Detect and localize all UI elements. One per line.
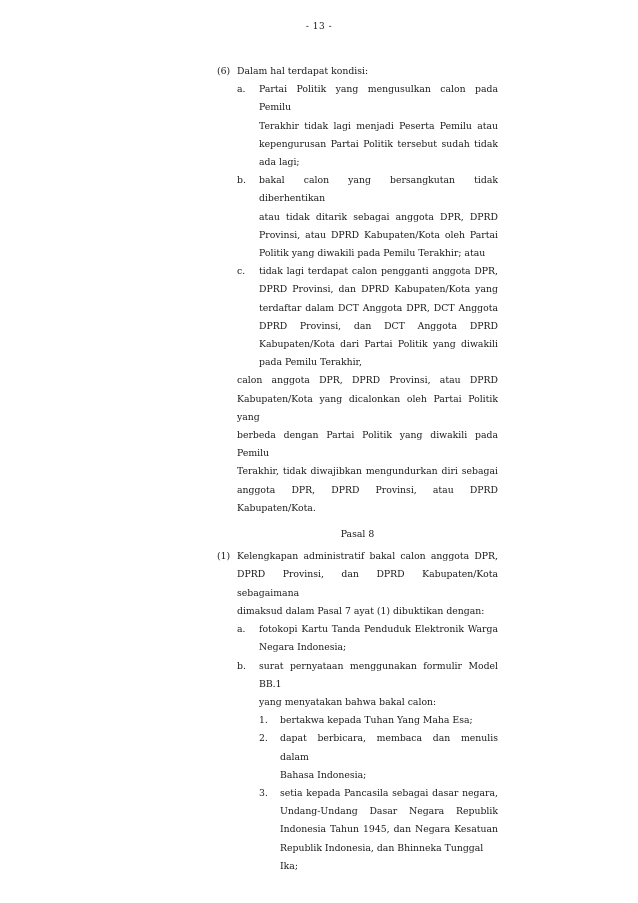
paragraph-1	[217, 548, 498, 621]
list-marker: c.	[237, 266, 246, 278]
page-number: - 13 -	[305, 22, 333, 32]
text-line: bertakwa kepada Tuhan Yang Maha Esa;	[280, 715, 473, 727]
paragraph-marker: (1)	[217, 551, 231, 563]
paragraph-marker: (6)	[217, 66, 231, 77]
text-line: dapat berbicara, membaca dan menulis dalam	[280, 733, 498, 763]
text-line: bakal calon yang bersangkutan tidak diberhentikan	[259, 175, 498, 205]
document-body	[217, 63, 498, 876]
text-line: Indonesia Tahun 1945, dan Negara Kesatuan	[280, 824, 498, 836]
sub-list-marker: 3.	[259, 787, 268, 799]
text-line: Undang-Undang Dasar Negara Republik	[280, 806, 498, 818]
article-heading: Pasal 8	[340, 529, 375, 541]
list-item-a	[217, 621, 498, 657]
sub-list-marker: 2.	[259, 733, 268, 745]
text-line: DPRD Provinsi, dan DPRD Kabupaten/Kota sebagaimana	[237, 569, 498, 599]
text-line: kepengurusan Partai Politik tersebut sudah tidak	[259, 138, 498, 150]
text-line: Bahasa Indonesia;	[280, 769, 367, 781]
text-line: Kabupaten/Kota yang dicalonkan oleh Partai Politik yang	[237, 393, 498, 423]
list-item-b	[217, 658, 498, 713]
paragraph-6	[217, 63, 498, 81]
text-line: Terakhir tidak lagi menjadi Peserta Pemilu atau	[259, 120, 498, 132]
sub-list-item-1	[217, 712, 498, 730]
list-marker: a.	[237, 84, 246, 96]
sub-list-marker: 1.	[259, 715, 268, 727]
text-line: Partai Politik yang mengusulkan calon pada Pemilu	[259, 84, 498, 114]
list-item-c	[217, 263, 498, 372]
text-line: Provinsi, atau DPRD Kabupaten/Kota oleh Partai	[259, 229, 498, 241]
text-line: Kabupaten/Kota dari Partai Politik yang diwakili	[259, 339, 498, 351]
text-line: anggota DPR, DPRD Provinsi, atau DPRD	[237, 484, 498, 496]
text-line: pada Pemilu Terakhir,	[259, 357, 362, 369]
text-line: Terakhir, tidak diwajibkan mengundurkan diri sebagai	[237, 466, 498, 478]
text-line: atau tidak ditarik sebagai anggota DPR, DPRD	[259, 211, 498, 223]
text-line: berbeda dengan Partai Politik yang diwakili pada Pemilu	[237, 430, 498, 460]
sub-list-item-3	[217, 785, 498, 876]
text-line: surat pernyataan menggunakan formulir Model BB.1	[259, 660, 498, 690]
list-item-a	[217, 81, 498, 172]
text-line: DPRD Provinsi, dan DPRD Kabupaten/Kota yang	[259, 284, 498, 296]
text-line: DPRD Provinsi, dan DCT Anggota DPRD	[259, 320, 498, 332]
text-line: Kabupaten/Kota.	[237, 502, 316, 514]
text-line: Negara Indonesia;	[259, 642, 347, 654]
text-line: tidak lagi terdapat calon pengganti anggota DPR,	[259, 266, 498, 278]
sub-list-item-2	[217, 730, 498, 785]
text-line: dimaksud dalam Pasal 7 ayat (1) dibuktikan dengan:	[237, 605, 485, 617]
list-marker: b.	[237, 660, 246, 672]
paragraph-intro: Dalam hal terdapat kondisi:	[237, 66, 369, 77]
text-line: Politik yang diwakili pada Pemilu Terakhir; atau	[259, 248, 486, 260]
paragraph-6-tail	[217, 372, 498, 518]
list-marker: b.	[237, 175, 246, 187]
text-line: Kelengkapan administratif bakal calon anggota DPR,	[237, 551, 498, 563]
text-line: terdaftar dalam DCT Anggota DPR, DCT Anggota	[259, 302, 498, 314]
text-line: Republik Indonesia, dan Bhinneka Tunggal Ika;	[280, 842, 484, 872]
text-line: setia kepada Pancasila sebagai dasar negara,	[280, 787, 498, 799]
text-line: calon anggota DPR, DPRD Provinsi, atau DPRD	[237, 375, 498, 387]
text-line: fotokopi Kartu Tanda Penduduk Elektronik Warga	[259, 624, 498, 636]
list-item-b	[217, 172, 498, 263]
text-line: yang menyatakan bahwa bakal calon:	[259, 696, 437, 708]
text-line: ada lagi;	[259, 157, 300, 169]
list-marker: a.	[237, 624, 246, 636]
